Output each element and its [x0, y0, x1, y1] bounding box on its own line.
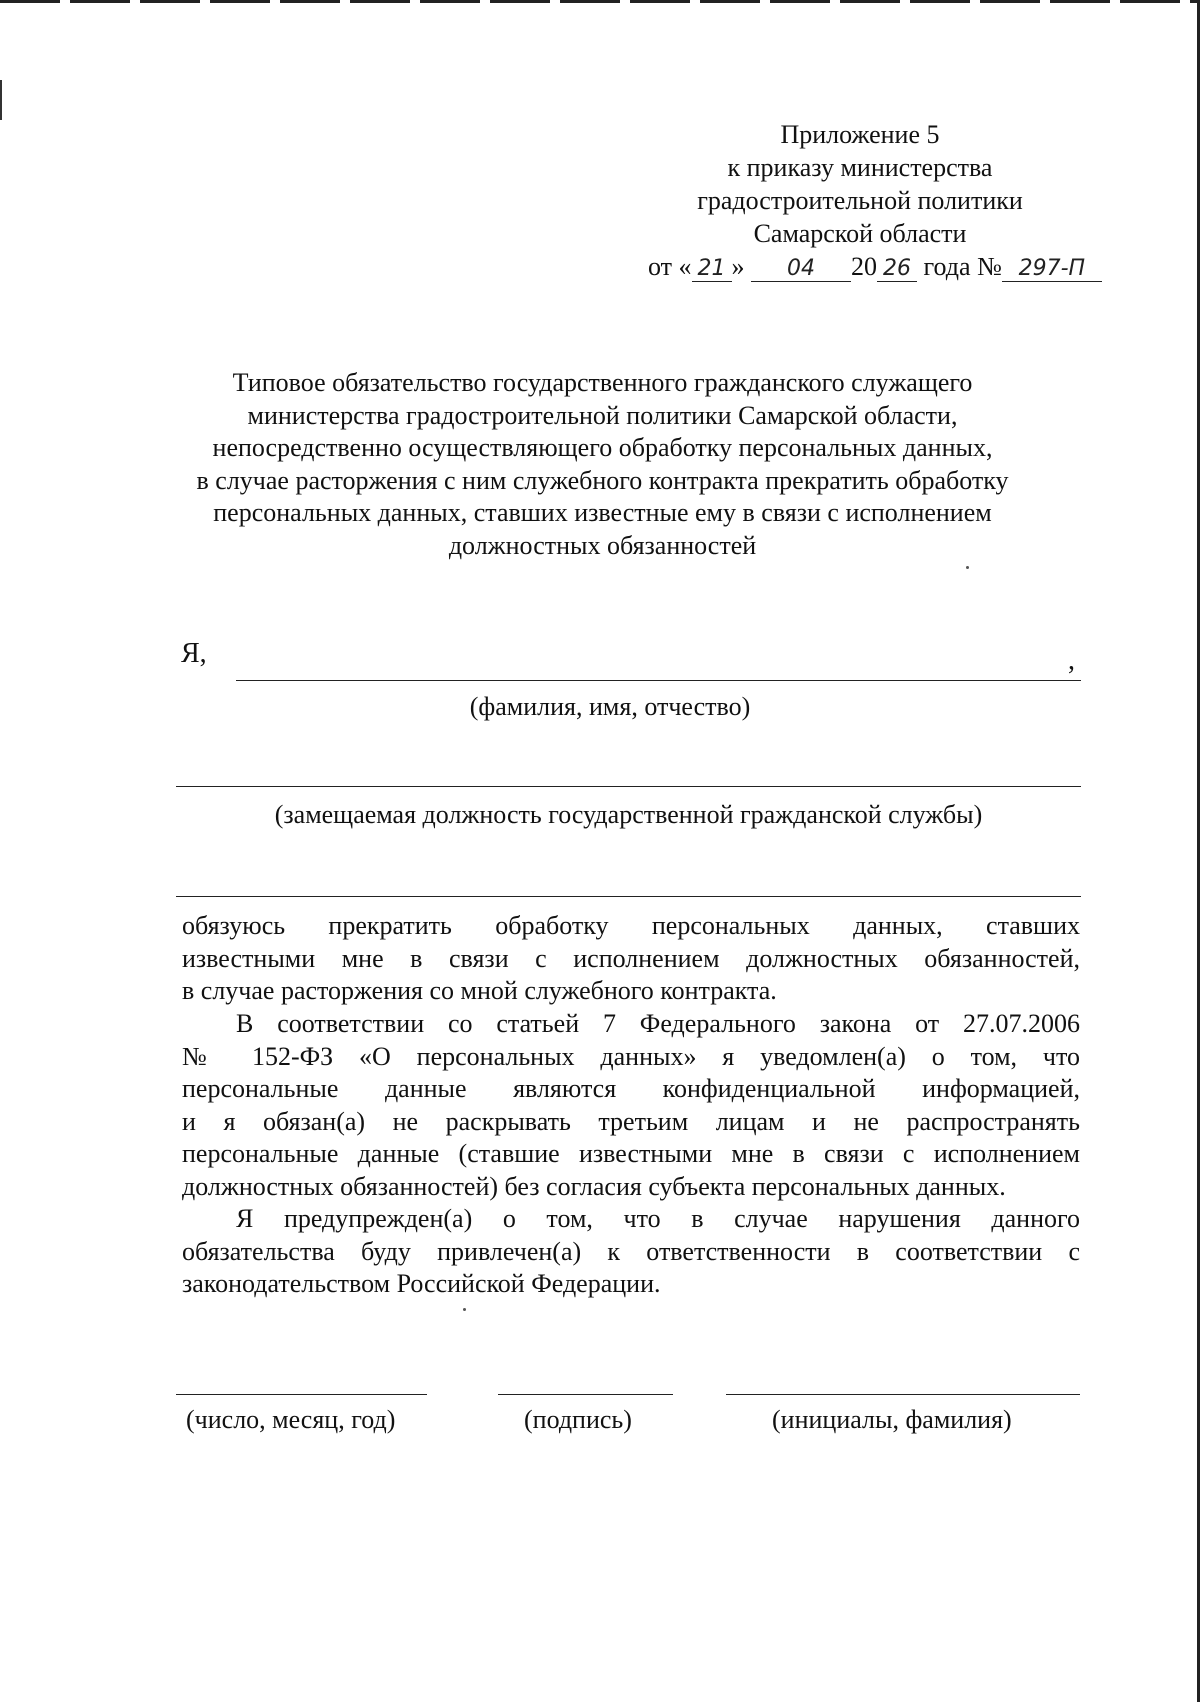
- date-suffix: года №: [923, 252, 1002, 281]
- position-field-line-2[interactable]: [176, 896, 1081, 897]
- body-line: известными мне в связи с исполнением должностных обязанностей,: [182, 943, 1080, 973]
- appendix-header: [600, 118, 1120, 283]
- title-line: в случае расторжения с ним служебного контракта прекратить обработку: [196, 465, 1009, 495]
- name-field-comma: ,: [1068, 645, 1075, 676]
- title-line: непосредственно осуществляющего обработку персональных данных,: [212, 433, 993, 462]
- appendix-order-ref: к приказу министерства: [727, 153, 993, 182]
- name-signature-line[interactable]: [726, 1394, 1080, 1395]
- scan-speck: [966, 566, 969, 569]
- date-caption: (число, месяц, год): [186, 1405, 396, 1434]
- obligation-paragraph: [182, 910, 1080, 1008]
- body-line: обязательства буду привлечен(а) к ответственности в соответствии с: [182, 1236, 1080, 1266]
- appendix-number: Приложение 5: [780, 120, 940, 149]
- appendix-ministry: градостроительной политики: [697, 186, 1023, 215]
- position-caption: (замещаемая должность государственной гражданской службы): [274, 800, 983, 829]
- scan-edge-mark: [0, 80, 2, 120]
- body-line: обязуюсь прекратить обработку персональных данных, ставших: [182, 911, 1080, 940]
- body-line: персональные данные являются конфиденциальной информацией,: [182, 1074, 1080, 1103]
- fio-field-line[interactable]: [236, 680, 1081, 681]
- title-line: персональных данных, ставших известные ему в связи с исполнением: [213, 498, 992, 527]
- scan-speck: [463, 1308, 466, 1311]
- title-line: Типовое обязательство государственного гражданского служащего: [232, 368, 973, 397]
- ya-label: Я,: [181, 638, 207, 669]
- date-prefix: от «: [648, 252, 692, 281]
- law-notice-paragraph: [182, 1008, 1080, 1203]
- signature-line[interactable]: [498, 1394, 673, 1395]
- fio-caption: (фамилия, имя, отчество): [469, 692, 751, 721]
- scan-border-top: [0, 0, 1200, 3]
- signature-caption: (подпись): [524, 1405, 632, 1434]
- position-field-line[interactable]: [176, 786, 1081, 787]
- body-line: № 152-ФЗ «О персональных данных» я уведомлен(а) о том, что: [182, 1041, 1080, 1071]
- handwritten-order-number: 297-П: [1002, 257, 1102, 282]
- handwritten-month: 04: [751, 257, 851, 282]
- appendix-region: Самарской области: [753, 219, 967, 248]
- title-line: должностных обязанностей: [448, 530, 757, 560]
- handwritten-year: 26: [877, 257, 917, 282]
- order-date-line: [600, 250, 1120, 283]
- body-line: законодательством Российской Федерации.: [182, 1269, 661, 1298]
- body-line: и я обязан(а) не раскрывать третьим лицам и не распространять: [182, 1106, 1080, 1136]
- date-mid: »: [731, 252, 745, 281]
- title-line: министерства градостроительной политики Самарской области,: [247, 400, 958, 430]
- body-line: персональные данные (ставшие известными мне в связи с исполнением: [182, 1139, 1080, 1168]
- date-century: 20: [851, 252, 878, 281]
- body-line: Я предупрежден(а) о том, что в случае нарушения данного: [236, 1204, 1080, 1233]
- document-title: [150, 367, 1055, 562]
- body-line: должностных обязанностей) без согласия субъекта персональных данных.: [182, 1171, 1006, 1201]
- handwritten-day: 21: [692, 257, 732, 282]
- liability-paragraph: [182, 1203, 1080, 1301]
- body-line: В соответствии со статьей 7 Федерального закона от 27.07.2006: [236, 1009, 1080, 1038]
- initials-caption: (инициалы, фамилия): [772, 1405, 1012, 1434]
- body-line: в случае расторжения со мной служебного контракта.: [182, 976, 777, 1005]
- date-signature-line[interactable]: [176, 1394, 427, 1395]
